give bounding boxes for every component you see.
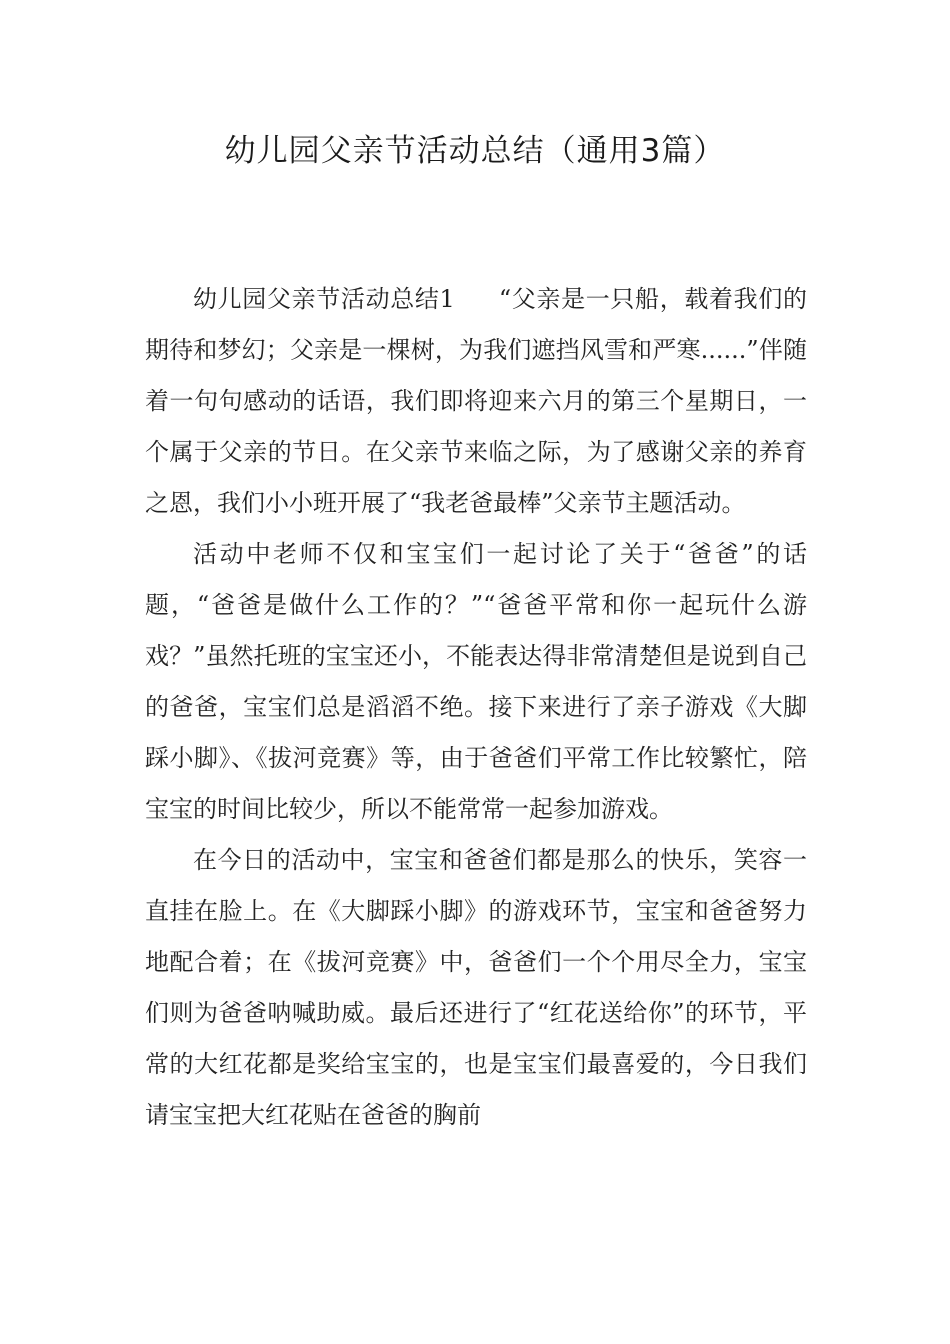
document-body [145, 274, 807, 1141]
paragraph-1-text: “父亲是一只船，载着我们的期待和梦幻；父亲是一棵树，为我们遮挡风雪和严寒......”伴随着一句句感动的话语，我们即将迎来六月的第三个星期日，一个属于父亲的节日。在父亲节来临之际，为了感谢父亲的养育之恩，我们小小班开展了“我老爸最棒”父亲节主题活动。 [145, 285, 807, 517]
document-title: 幼儿园父亲节活动总结（通用3篇） [224, 133, 726, 169]
paragraph-3: 在今日的活动中，宝宝和爸爸们都是那么的快乐，笑容一直挂在脸上。在《大脚踩小脚》的游戏环节，宝宝和爸爸努力地配合着；在《拔河竞赛》中，爸爸们一个个用尽全力，宝宝们则为爸爸呐喊助威。最后还进行了“红花送给你”的环节，平常的大红花都是奖给宝宝的，也是宝宝们最喜爱的，今日我们请宝宝把大红花贴在爸爸的胸前 [145, 846, 807, 1129]
section-label: 幼儿园父亲节活动总结1 [193, 285, 455, 313]
paragraph-2: 活动中老师不仅和宝宝们一起讨论了关于“爸爸”的话题，“爸爸是做什么工作的？”“爸爸平常和你一起玩什么游戏？”虽然托班的宝宝还小，不能表达得非常清楚但是说到自己的爸爸，宝宝们总是滔滔不绝。接下来进行了亲子游戏《大脚踩小脚》、《拔河竞赛》等，由于爸爸们平常工作比较繁忙，陪宝宝的时间比较少，所以不能常常一起参加游戏。 [145, 540, 807, 823]
paragraph-1 [145, 274, 807, 529]
